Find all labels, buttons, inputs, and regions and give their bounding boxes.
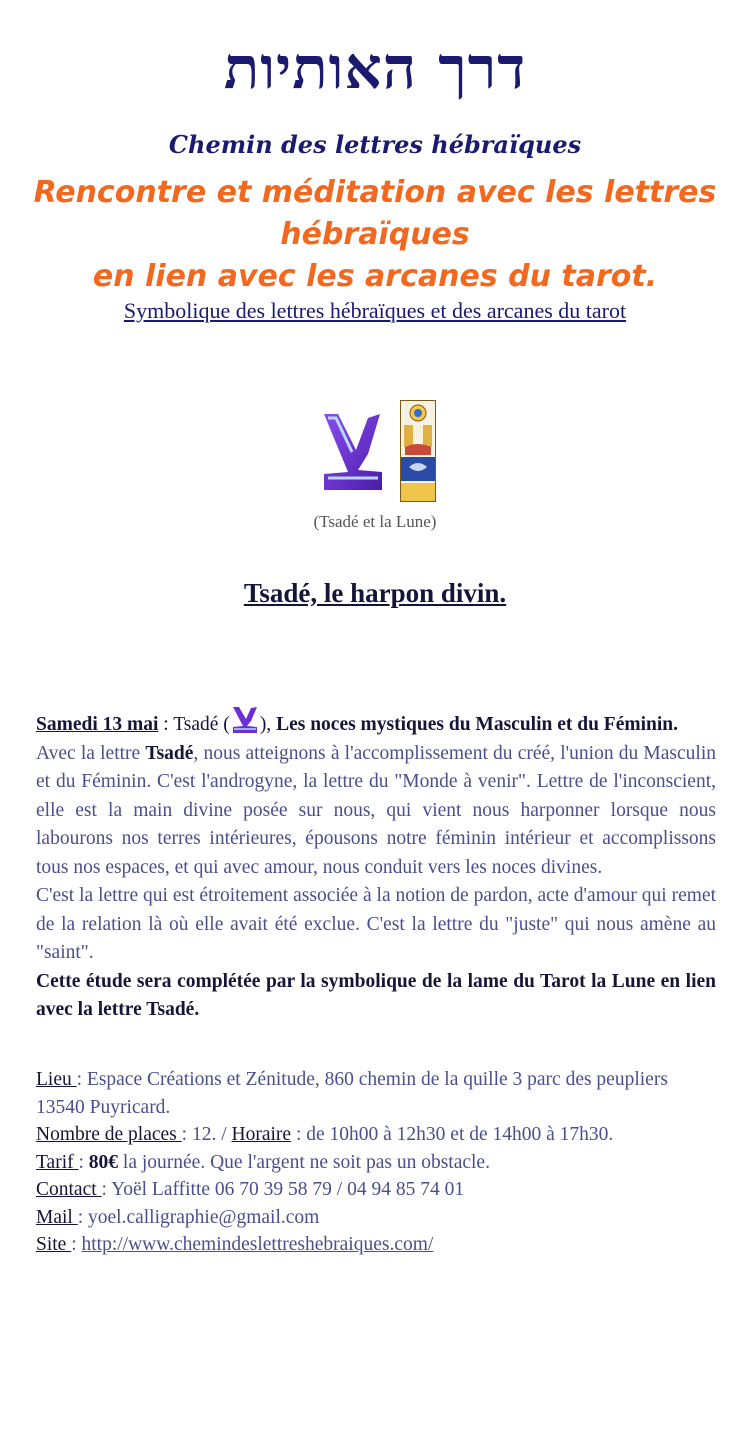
lieu-value: : Espace Créations et Zénitude, 860 chemin de la quille 3 parc des peupliers 13540 Puyricard. bbox=[36, 1069, 668, 1118]
conclusion: Cette étude sera complétée par la symbolique de la lame du Tarot la Lune en lien avec la lettre Tsadé. bbox=[36, 970, 716, 1020]
contact-value: : Yoël Laffitte 06 70 39 58 79 / 04 94 85 74 01 bbox=[101, 1179, 465, 1200]
paragraph-1 bbox=[36, 740, 716, 883]
date-label: Samedi 13 mai bbox=[36, 714, 159, 735]
places-value: : 12. / bbox=[181, 1124, 232, 1145]
tarif-value: la journée. Que l'argent ne soit pas un obstacle. bbox=[118, 1151, 490, 1173]
tarif-amount: 80€ bbox=[88, 1151, 119, 1173]
theme: Les noces mystiques du Masculin et du Féminin. bbox=[276, 714, 679, 735]
tarot-moon-card-icon bbox=[400, 400, 436, 502]
p1-letter: Tsadé bbox=[145, 742, 194, 764]
info-lieu bbox=[36, 1066, 716, 1121]
p1-after: , nous atteignons à l'accomplissement du créé, l'union du Masculin et du Féminin. C'est l'androgyne, la lettre du "Monde à venir". Lettre de l'inconscient, elle est la main divine posée sur nous, qui vient nous harponner lorsque nous labourons nos terres intérieures, épousons notre féminin intérieur et accomplissons tous nos espaces, et qui avec amour, nous conduit vers les noces divines. bbox=[36, 742, 717, 878]
hebrew-title: דרך האותיות bbox=[223, 34, 527, 102]
site-sep: : bbox=[71, 1234, 82, 1255]
info-block bbox=[36, 1066, 716, 1259]
tarif-label: Tarif bbox=[36, 1151, 79, 1173]
intro-line bbox=[36, 704, 716, 740]
tsade-letter-icon bbox=[318, 406, 388, 496]
article-body bbox=[36, 704, 716, 1025]
subtitle: Chemin des lettres hébraïques bbox=[168, 130, 582, 159]
lieu-label: Lieu bbox=[36, 1069, 77, 1090]
horaire-label: Horaire bbox=[231, 1124, 292, 1145]
places-label: Nombre de places bbox=[36, 1124, 182, 1145]
mail-label: Mail bbox=[36, 1206, 78, 1228]
illustration-caption: (Tsadé et la Lune) bbox=[313, 512, 437, 531]
illustration bbox=[318, 400, 438, 504]
letter-intro-prefix: : Tsadé ( bbox=[158, 714, 230, 735]
mail-value[interactable]: : yoel.calligraphie@gmail.com bbox=[77, 1206, 320, 1228]
letter-intro-suffix: ), bbox=[259, 714, 277, 735]
paragraph-2: C'est la lettre qui est étroitement associée à la notion de pardon, acte d'amour qui remet de la relation là où elle avait été exclue. C'est la lettre du "juste" qui nous amène au "saint". bbox=[36, 885, 716, 963]
tagline-line-1: Rencontre et méditation avec les lettres hébraïques bbox=[33, 175, 717, 252]
tagline bbox=[20, 172, 730, 298]
article-heading: Tsadé, le harpon divin. bbox=[243, 578, 507, 608]
site-label: Site bbox=[36, 1234, 72, 1255]
info-tarif bbox=[36, 1149, 716, 1177]
tarif-sep: : bbox=[78, 1151, 89, 1173]
p1-before: Avec la lettre bbox=[36, 742, 146, 764]
horaire-value: : de 10h00 à 12h30 et de 14h00 à 17h30. bbox=[291, 1124, 614, 1145]
section-link[interactable]: Symbolique des lettres hébraïques et des arcanes du tarot bbox=[123, 298, 627, 323]
contact-label: Contact bbox=[36, 1179, 102, 1200]
info-contact bbox=[36, 1176, 716, 1204]
site-link[interactable]: http://www.chemindeslettreshebraiques.com/ bbox=[81, 1234, 434, 1255]
info-site bbox=[36, 1231, 716, 1259]
info-mail bbox=[36, 1204, 716, 1232]
tsade-inline-icon bbox=[230, 704, 260, 734]
info-places bbox=[36, 1121, 716, 1149]
tagline-line-2: en lien avec les arcanes du tarot. bbox=[92, 259, 658, 294]
